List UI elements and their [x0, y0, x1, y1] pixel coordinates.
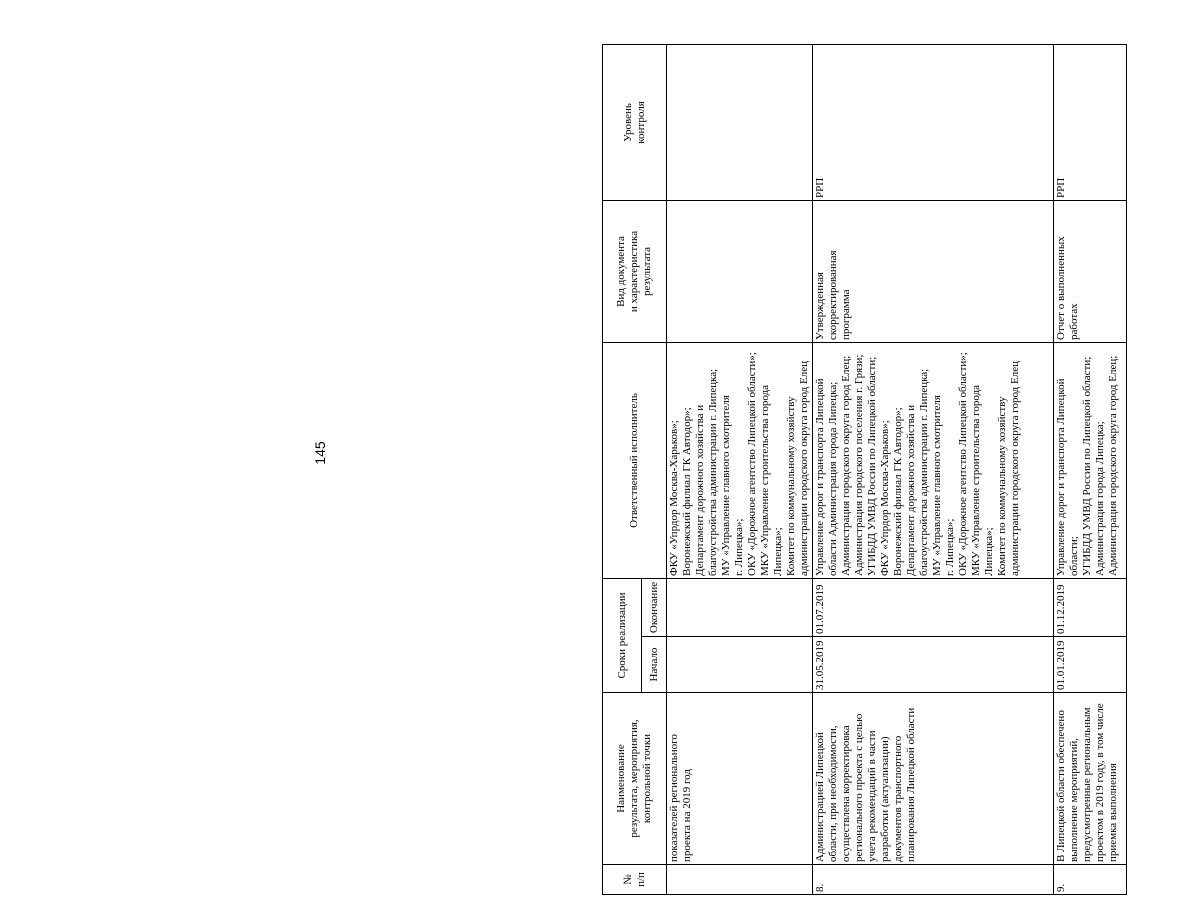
header-num: № п/п [603, 865, 667, 895]
cell-num [667, 865, 813, 895]
cell-name: Администрацией Липецкой области, при необходимости, осуществлена корректировка регионального проекта с целью учета рекомендаций в части разработки (актуализации) документов транспортного планирования Липецкой области [813, 693, 1054, 865]
cell-name: В Липецкой области обеспечено выполнение мероприятий, предусмотренные региональным проектом в 2019 году, в том числе приемка выполнения [1054, 693, 1127, 865]
table-row [1054, 44, 1127, 894]
cell-num: 9. [1054, 865, 1127, 895]
cell-start [667, 637, 813, 693]
cell-doc: Утвержденная скорректированная программа [813, 200, 1054, 342]
header-executor: Ответственный исполнитель [603, 342, 667, 578]
header-start: Начало [642, 637, 667, 693]
cell-control [667, 44, 813, 200]
plan-table [602, 44, 1127, 895]
table-row [813, 44, 1054, 894]
cell-num: 8. [813, 865, 1054, 895]
header-control: Уровень контроля [603, 44, 667, 200]
cell-doc: Отчет о выполненных работах [1054, 200, 1127, 342]
cell-executor: Управление дорог и транспорта Липецкой области Администрация города Липецка; Администрация городского округа город Елец; Администрация городского поселения г. Грязи; УГИБДД УМВД России по Липецкой области; ФКУ «Упрдор Москва-Харьков»; Воронежский филиал ГК Автодор»; Департамент дорожного хозяйства и благоустройства администрации г. Липецка; МУ «Управление главного смотрителя г. Липецка»; ОКУ «Дорожное агентство Липецкой области»; МКУ «Управление строительства города Липецка»; Комитет по коммунальному хозяйству администрации городского округа город Елец [813, 342, 1054, 578]
header-dates: Сроки реализации [603, 578, 642, 692]
cell-doc [667, 200, 813, 342]
cell-start: 31.05.2019 [813, 637, 1054, 693]
cell-end: 01.12.2019 [1054, 578, 1127, 636]
cell-end [667, 578, 813, 636]
cell-executor: ФКУ «Упрдор Москва-Харьков»; Воронежский филиал ГК Автодор»; Департамент дорожного хозяйства и благоустройства администрации г. Липецка; МУ «Управление главного смотрителя г. Липецка»; ОКУ «Дорожное агентство Липецкой области»; МКУ «Управление строительства города Липецка»; Комитет по коммунальному хозяйству администрации городского округа город Елец [667, 342, 813, 578]
cell-executor: Управление дорог и транспорта Липецкой области; УГИБДД УМВД России по Липецкой области; Администрация города Липецка; Администрация городского округа город Елец; [1054, 342, 1127, 578]
table-row [667, 44, 813, 894]
table-header-row [603, 44, 642, 894]
cell-start: 01.01.2019 [1054, 637, 1127, 693]
rotated-table-container [602, 45, 1178, 895]
cell-control: РРП [813, 44, 1054, 200]
cell-control: РРП [1054, 44, 1127, 200]
header-name: Наименование результата, мероприятия, контрольной точки [603, 693, 667, 865]
header-end: Окончание [642, 578, 667, 636]
cell-end: 01.07.2019 [813, 578, 1054, 636]
page-number: 145 [312, 441, 328, 465]
header-doc: Вид документа и характеристика результата [603, 200, 667, 342]
cell-name: показателей регионального проекта на 2019 год [667, 693, 813, 865]
